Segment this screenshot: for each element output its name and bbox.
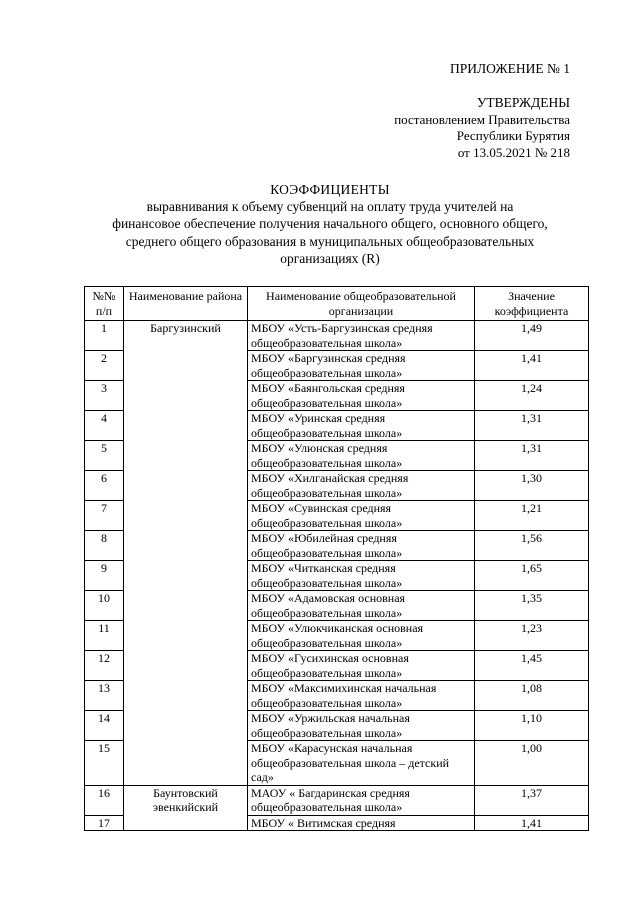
row-org: МБОУ « Витимская средняя	[248, 815, 475, 831]
row-value: 1,31	[475, 411, 589, 441]
document-title	[60, 181, 600, 267]
row-org: МБОУ «Гусихинская основная общеобразовательная школа»	[248, 651, 475, 681]
row-num: 13	[85, 681, 124, 711]
row-value: 1,21	[475, 501, 589, 531]
row-value: 1,65	[475, 561, 589, 591]
row-num: 12	[85, 651, 124, 681]
row-org: МБОУ «Карасунская начальная общеобразовательная школа – детский сад»	[248, 741, 475, 786]
row-org: МБОУ «Усть-Баргузинская средняя общеобразовательная школа»	[248, 321, 475, 351]
row-org: МБОУ «Адамовская основная общеобразовательная школа»	[248, 591, 475, 621]
row-org: МБОУ «Баянгольская средняя общеобразовательная школа»	[248, 381, 475, 411]
row-num: 11	[85, 621, 124, 651]
table-row	[85, 321, 589, 351]
coefficients-table	[84, 286, 589, 831]
row-org: МБОУ «Баргузинская средняя общеобразовательная школа»	[248, 351, 475, 381]
row-num: 17	[85, 815, 124, 831]
row-org: МБОУ «Улюкчиканская основная общеобразовательная школа»	[248, 621, 475, 651]
row-org: МБОУ «Хилганайская средняя общеобразовательная школа»	[248, 471, 475, 501]
row-num: 16	[85, 785, 124, 815]
row-org: МБОУ «Сувинская средняя общеобразовательная школа»	[248, 501, 475, 531]
row-value: 1,56	[475, 531, 589, 561]
row-num: 4	[85, 411, 124, 441]
row-num: 8	[85, 531, 124, 561]
row-value: 1,00	[475, 741, 589, 786]
row-org: МБОУ «Читканская средняя общеобразовательная школа»	[248, 561, 475, 591]
header-value: Значение коэффициента	[475, 287, 589, 321]
row-value: 1,24	[475, 381, 589, 411]
title-line-4: организациях (R)	[280, 250, 380, 266]
header-org: Наименование общеобразовательной организации	[248, 287, 475, 321]
row-num: 7	[85, 501, 124, 531]
row-value: 1,45	[475, 651, 589, 681]
row-value: 1,49	[475, 321, 589, 351]
approval-heading: УТВЕРЖДЕНЫ	[476, 95, 570, 110]
header-district: Наименование района	[124, 287, 248, 321]
row-value: 1,23	[475, 621, 589, 651]
row-org: МБОУ «Юбилейная средняя общеобразовательная школа»	[248, 531, 475, 561]
row-value: 1,41	[475, 351, 589, 381]
approval-line-3: от 13.05.2021 № 218	[457, 144, 570, 160]
row-org: МБОУ «Максимихинская начальная общеобразовательная школа»	[248, 681, 475, 711]
row-org: МАОУ « Багдаринская средняя общеобразовательная школа»	[248, 785, 475, 815]
row-num: 10	[85, 591, 124, 621]
row-org: МБОУ «Уринская средняя общеобразовательная школа»	[248, 411, 475, 441]
row-num: 6	[85, 471, 124, 501]
title-line-2: финансовое обеспечение получения начального общего, основного общего,	[112, 216, 548, 232]
district-cell: Баунтовский эвенкийский	[124, 785, 248, 831]
row-value: 1,10	[475, 711, 589, 741]
row-value: 1,35	[475, 591, 589, 621]
row-num: 15	[85, 741, 124, 786]
title-line-1: выравнивания к объему субвенций на оплату труда учителей на	[146, 199, 514, 215]
row-value: 1,31	[475, 441, 589, 471]
row-value: 1,37	[475, 785, 589, 815]
header-num: №№ п/п	[85, 287, 124, 321]
row-value: 1,41	[475, 815, 589, 831]
title-line-3: среднего общего образования в муниципальных общеобразовательных	[125, 233, 535, 249]
title-main: КОЭФФИЦИЕНТЫ	[270, 182, 390, 197]
table-row	[85, 785, 589, 815]
row-num: 9	[85, 561, 124, 591]
approval-line-1: постановлением Правительства	[394, 111, 570, 127]
row-value: 1,30	[475, 471, 589, 501]
row-num: 3	[85, 381, 124, 411]
row-num: 5	[85, 441, 124, 471]
approval-block	[394, 95, 570, 161]
table-header-row	[85, 287, 589, 321]
approval-line-2: Республики Бурятия	[456, 128, 570, 143]
row-num: 1	[85, 321, 124, 351]
row-num: 14	[85, 711, 124, 741]
appendix-label: ПРИЛОЖЕНИЕ № 1	[449, 61, 570, 76]
row-org: МБОУ «Уржильская начальная общеобразовательная школа»	[248, 711, 475, 741]
row-num: 2	[85, 351, 124, 381]
district-cell: Баргузинский	[124, 321, 248, 786]
row-org: МБОУ «Улюнская средняя общеобразовательная школа»	[248, 441, 475, 471]
row-value: 1,08	[475, 681, 589, 711]
